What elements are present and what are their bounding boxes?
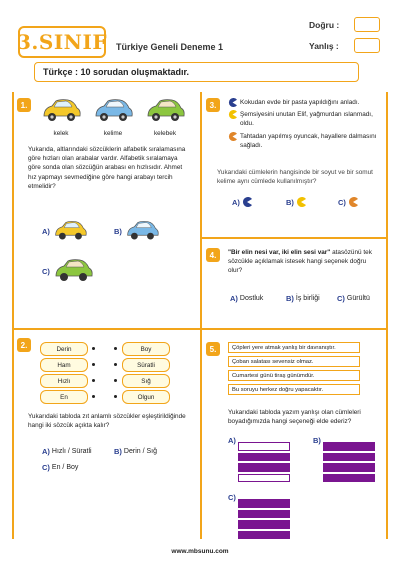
q4-option-a[interactable]	[230, 294, 263, 303]
grid-cell-filled	[238, 499, 290, 508]
option-letter: B)	[286, 294, 294, 303]
car-1	[40, 98, 82, 138]
subject-line: Türkçe : 10 sorudan oluşmaktadır.	[43, 67, 190, 77]
option-letter: A)	[228, 436, 236, 445]
wrong-label: Yanlış :	[309, 41, 339, 51]
match-dot[interactable]	[92, 395, 95, 398]
q5-row: Çöpleri yere atmak yanlış bir davranıştır.	[228, 342, 360, 353]
pacman-icon	[228, 98, 237, 107]
left-border	[12, 92, 14, 539]
q5-table	[228, 342, 360, 395]
option-text: En / Boy	[51, 464, 79, 471]
grid-cell-filled	[323, 453, 375, 462]
correct-score-box[interactable]	[354, 17, 380, 32]
car-icon	[52, 258, 94, 284]
q2-option-c[interactable]	[42, 463, 78, 472]
q3-option-c[interactable]	[338, 197, 358, 207]
option-letter: B)	[114, 226, 122, 236]
q3-option-b[interactable]	[286, 197, 306, 207]
match-dot[interactable]	[114, 347, 117, 350]
right-border	[386, 92, 388, 539]
option-letter: A)	[230, 294, 238, 303]
option-letter: C)	[228, 493, 236, 502]
grid-cell-filled	[238, 453, 290, 462]
car-2	[92, 98, 134, 138]
q2-right-word: Süratli	[122, 358, 170, 372]
exam-title: Türkiye Geneli Deneme 1	[116, 42, 224, 52]
option-letter: A)	[42, 447, 50, 456]
option-grid	[238, 499, 290, 539]
q5-option-a[interactable]	[228, 436, 290, 482]
match-dot[interactable]	[114, 379, 117, 382]
grid-cell-empty	[238, 442, 290, 451]
option-letter: B)	[313, 436, 321, 445]
q5-row: Çoban salatası sevensiz olmaz.	[228, 356, 360, 367]
q4-option-b[interactable]	[286, 294, 320, 303]
right-separator-1	[201, 237, 387, 239]
q2-left-word: Hızlı	[40, 374, 88, 388]
subject-bar	[34, 62, 359, 82]
option-letter: C)	[337, 294, 345, 303]
car-3-label: kelebek	[153, 130, 177, 137]
correct-label: Doğru :	[309, 20, 340, 30]
pacman-icon	[228, 110, 237, 119]
pacman-icon	[348, 197, 358, 207]
q4-text	[228, 248, 378, 276]
q1-car-row	[40, 98, 190, 138]
q2-text: Yukarıdaki tabloda zıt anlamlı sözcükler eşleştirildiğinde hangi iki sözcük açıkta kalır?	[28, 413, 186, 430]
q2-option-a[interactable]	[42, 447, 92, 456]
car-icon	[52, 220, 88, 242]
option-text: Gürültü	[346, 295, 370, 302]
car-icon	[40, 98, 82, 124]
q2-left-word: Derin	[40, 342, 88, 356]
car-1-label: kelek	[53, 130, 69, 137]
car-icon	[144, 98, 186, 124]
q2-right-word: Sığ	[122, 374, 170, 388]
option-grid	[238, 442, 290, 482]
option-grid	[323, 442, 375, 482]
q2-right-word: Boy	[122, 342, 170, 356]
car-2-label: kelime	[103, 130, 123, 137]
question-3-number: 3.	[206, 98, 220, 112]
footer-url[interactable]: www.mbsunu.com	[171, 548, 229, 555]
q1-text: Yukarıda, altlarındaki sözcüklerin alfabetik sıralamasına göre hızları olan arabalar vardır. Alfabetik sıralamaya göre sonda olan sözcüğün arabası en hızlısıdır. Ahmet hız yapmayı sevmediğine göre hangi arabayı tercih etmelidir?	[28, 146, 186, 190]
question-2-number: 2.	[17, 338, 31, 352]
option-letter: C)	[42, 463, 50, 472]
question-1-number: 1.	[17, 98, 31, 112]
match-dot[interactable]	[92, 347, 95, 350]
car-3	[144, 98, 186, 138]
option-letter: B)	[286, 197, 294, 207]
match-dot[interactable]	[92, 379, 95, 382]
grid-cell-filled	[238, 520, 290, 529]
q2-left-word: Ham	[40, 358, 88, 372]
q5-row: Bu soruyu herkez doğru yapacaktır.	[228, 384, 360, 395]
q4-option-c[interactable]	[337, 294, 370, 303]
option-letter: C)	[338, 197, 346, 207]
right-separator-2	[201, 328, 387, 330]
q1-option-b[interactable]	[114, 220, 160, 242]
q5-option-c[interactable]	[228, 493, 290, 539]
option-text: Dostluk	[239, 295, 264, 302]
q3-sentences	[228, 98, 378, 150]
q5-row: Cumartesi günü tiraş günümdür.	[228, 370, 360, 381]
question-4-number: 4.	[206, 248, 220, 262]
option-text: Hızlı / Süratli	[51, 448, 92, 455]
q4-quote: "Bir elin nesi var, iki elin sesi var"	[228, 249, 331, 256]
q2-option-b[interactable]	[114, 447, 157, 456]
q1-option-a[interactable]	[42, 220, 88, 242]
q3-sentence-3: Tahtadan yapılmış oyuncak, hayallere dalmasını sağladı.	[228, 132, 378, 150]
grid-cell-filled	[238, 463, 290, 472]
car-icon	[124, 220, 160, 242]
question-5-number: 5.	[206, 342, 220, 356]
match-dot[interactable]	[114, 363, 117, 366]
q3-sentence-2: Şemsiyesini unutan Elif, yağmurdan ıslanmadı, oldu.	[228, 110, 378, 128]
grid-cell-filled	[238, 531, 290, 540]
wrong-score-box[interactable]	[354, 38, 380, 53]
grid-cell-filled	[323, 463, 375, 472]
grade-badge	[18, 26, 106, 58]
option-text: İş birliği	[295, 295, 320, 302]
pacman-icon	[242, 197, 252, 207]
q3-text: Yukarıdaki cümlelerin hangisinde bir soyut ve bir somut kelime aynı cümlede kullanılmıştır?	[217, 169, 373, 186]
grid-cell-filled	[323, 442, 375, 451]
option-letter: C)	[42, 266, 50, 276]
q4-text-after: atasözünü tek sözcükle açıklamak istesek hangi seçenek doğru olur?	[228, 249, 372, 275]
grid-cell-empty	[238, 474, 290, 483]
q2-right-word: Olgun	[122, 390, 170, 404]
option-text: Derin / Sığ	[123, 448, 157, 455]
pacman-icon	[228, 132, 237, 141]
grade-label: 3.SINIF	[17, 30, 108, 54]
q5-text: Yukarıdaki tabloda yazım yanlışı olan cümleleri boyadığımızda hangi seçeneği elde ederiz?	[228, 409, 361, 426]
option-letter: A)	[42, 226, 50, 236]
q1-option-c[interactable]	[42, 258, 94, 284]
car-icon	[92, 98, 134, 124]
q5-option-b[interactable]	[313, 436, 375, 482]
option-letter: A)	[232, 197, 240, 207]
grid-cell-filled	[323, 474, 375, 483]
center-divider	[200, 92, 202, 539]
q3-option-a[interactable]	[232, 197, 252, 207]
option-letter: B)	[114, 447, 122, 456]
grid-cell-filled	[238, 510, 290, 519]
match-dot[interactable]	[92, 363, 95, 366]
q2-left-word: En	[40, 390, 88, 404]
match-dot[interactable]	[114, 395, 117, 398]
left-separator	[12, 328, 200, 330]
q3-sentence-1: Kokudan evde bir pasta yapıldığını anladı.	[228, 98, 378, 107]
pacman-icon	[296, 197, 306, 207]
